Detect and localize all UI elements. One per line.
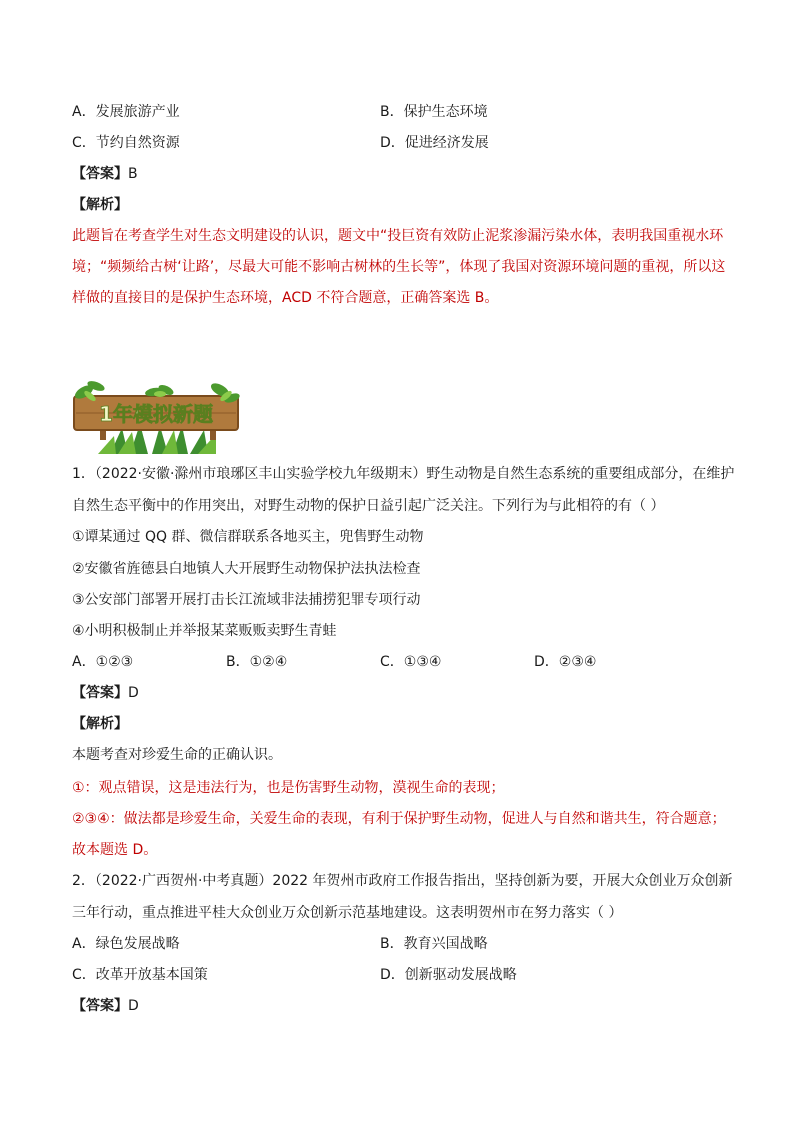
q1-analysis-intro: 本题考查对珍爱生命的正确认识。	[72, 747, 282, 763]
answer-value: B	[128, 166, 138, 182]
q1-stem-line: 自然生态平衡中的作用突出，对野生动物的保护日益引起广泛关注。下列行为与此相符的有（ ）	[72, 498, 665, 514]
q1-answer-row	[72, 683, 139, 703]
answer-tag: 【答案】	[72, 166, 128, 182]
answer-tag: 【答案】	[72, 998, 128, 1014]
q1-item: ④小明积极制止并举报某菜贩贩卖野生青蛙	[72, 623, 337, 639]
q2-option-c: C．改革开放基本国策	[72, 967, 208, 983]
answer-value: D	[128, 998, 139, 1014]
answer-row	[72, 164, 138, 184]
q2-stem-line: 2．（2022·广西贺州·中考真题）2022 年贺州市政府工作报告指出，坚持创新为要，开展大众创业万众创新	[72, 873, 733, 889]
option-c: C．节约自然资源	[72, 135, 180, 151]
q1-option-b: B．①②④	[226, 654, 288, 670]
banner-title: 1年模拟新题	[99, 402, 213, 426]
q1-analysis-line: ①：观点错误，这是违法行为，也是伤害野生动物，漠视生命的表现；	[72, 780, 505, 796]
q2-stem-line: 三年行动，重点推进平桂大众创业万众创新示范基地建设。这表明贺州市在努力落实（ ）	[72, 905, 623, 921]
q1-option-c: C．①③④	[380, 654, 442, 670]
q1-option-a: A．①②③	[72, 654, 134, 670]
analysis-tag: 【解析】	[72, 716, 128, 732]
q2-answer-row	[72, 996, 139, 1016]
q1-item: ③公安部门部署开展打击长江流域非法捕捞犯罪专项行动	[72, 592, 421, 608]
q1-item: ①谭某通过 QQ 群、微信群联系各地买主，兜售野生动物	[72, 529, 424, 545]
q1-option-d: D．②③④	[534, 654, 597, 670]
option-a: A．发展旅游产业	[72, 104, 180, 120]
q2-option-b: B．教育兴国战略	[380, 936, 488, 952]
q1-analysis-line: 故本题选 D。	[72, 842, 158, 858]
analysis-line: 样做的直接目的是保护生态环境，ACD 不符合题意，正确答案选 B。	[72, 290, 499, 306]
analysis-line: 此题旨在考查学生对生态文明建设的认识，题文中“投巨资有效防止泥浆渗漏污染水体，表明我国重视水环	[72, 228, 724, 244]
answer-tag: 【答案】	[72, 685, 128, 701]
section-banner-image	[70, 376, 242, 454]
option-d: D．促进经济发展	[380, 135, 489, 151]
analysis-tag: 【解析】	[72, 197, 128, 213]
answer-value: D	[128, 685, 139, 701]
q2-option-a: A．绿色发展战略	[72, 936, 180, 952]
q1-analysis-line: ②③④：做法都是珍爱生命，关爱生命的表现，有利于保护野生动物，促进人与自然和谐共生，符合题意；	[72, 811, 726, 827]
option-b: B．保护生态环境	[380, 104, 488, 120]
q1-stem-line: 1．（2022·安徽·滁州市琅琊区丰山实验学校九年级期末）野生动物是自然生态系统的重要组成部分，在维护	[72, 466, 735, 482]
q2-option-d: D．创新驱动发展战略	[380, 967, 517, 983]
q1-item: ②安徽省旌德县白地镇人大开展野生动物保护法执法检查	[72, 561, 421, 577]
analysis-line: 境；“频频给古树‘让路’，尽最大可能不影响古树林的生长等”，体现了我国对资源环境问题的重视，所以这	[72, 259, 726, 275]
